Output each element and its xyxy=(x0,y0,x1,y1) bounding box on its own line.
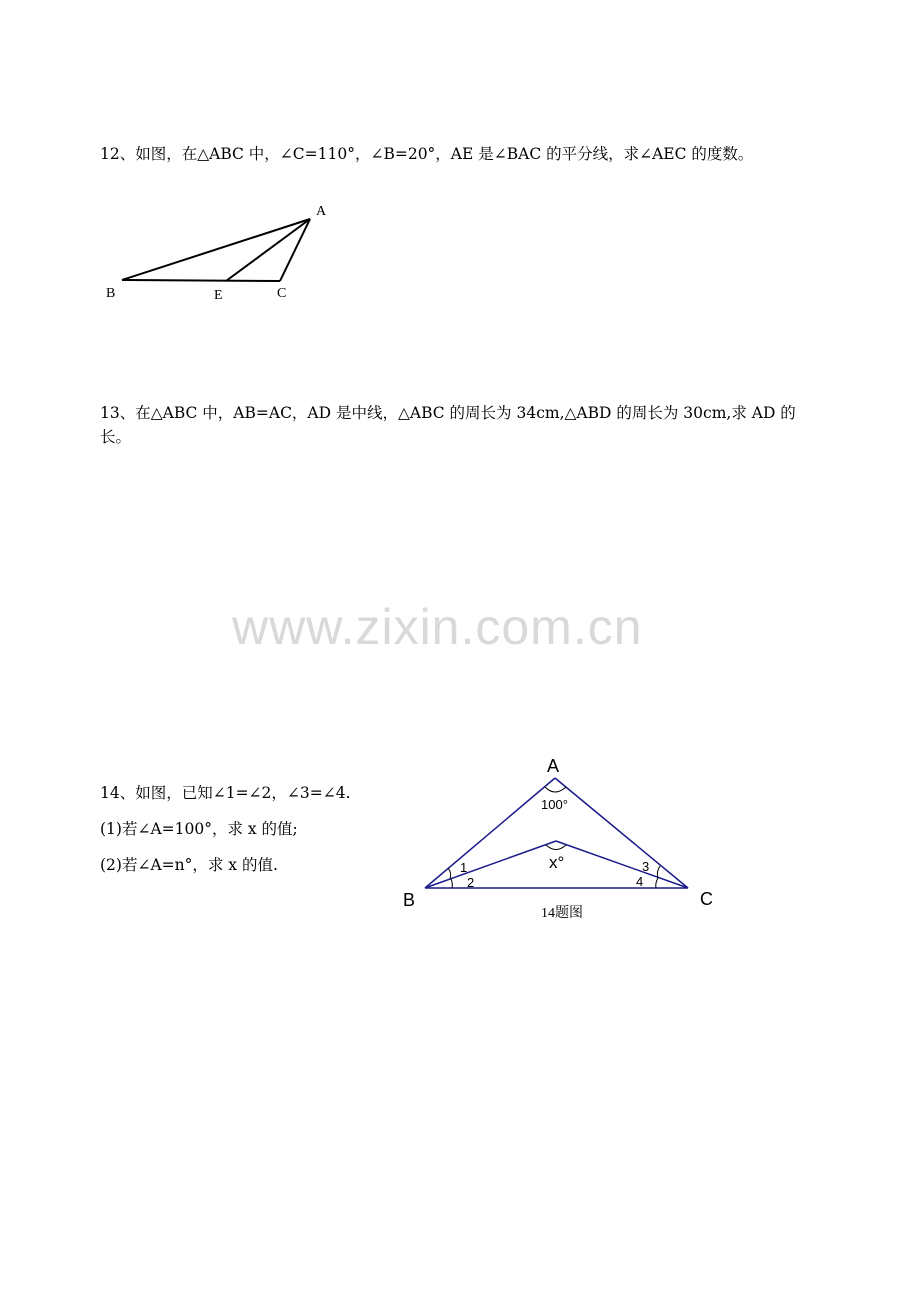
question-13-text: 13、在△ABC 中，AB=AC，AD 是中线，△ABC 的周长为 34cm,△ABD 的周长为 30cm,求 AD 的长。 xyxy=(100,404,796,446)
angle-4-label: 4 xyxy=(636,874,644,889)
question-12-text: 12、如图，在△ABC 中，∠C=110°，∠B=20°，AE 是∠BAC 的平分线，求∠AEC 的度数。 xyxy=(100,145,754,163)
angle-2-label: 2 xyxy=(467,875,475,890)
arc-angle-1 xyxy=(448,868,451,879)
arc-angle-4 xyxy=(656,878,658,888)
angle-x-value: x° xyxy=(549,853,565,872)
label-a: A xyxy=(316,204,327,219)
watermark: www.zixin.com.cn xyxy=(232,599,643,655)
arc-angle-3 xyxy=(657,866,660,878)
angle-1-label: 1 xyxy=(460,860,468,875)
segment-bo xyxy=(425,841,556,888)
angle-a-value: 100° xyxy=(541,797,568,812)
arc-angle-2 xyxy=(451,879,452,888)
arc-angle-a xyxy=(545,787,566,792)
question-14-line1: 14、如图，已知∠1=∠2，∠3=∠4. xyxy=(100,784,351,802)
label-a: A xyxy=(547,756,560,776)
segment-ab xyxy=(425,778,555,888)
label-b: B xyxy=(106,286,116,301)
question-14-line2: (1)若∠A=100°，求 x 的值; xyxy=(100,820,298,838)
label-c: C xyxy=(700,889,713,909)
question-14-line3: (2)若∠A=n°，求 x 的值. xyxy=(100,856,278,874)
label-b: B xyxy=(403,890,416,910)
label-c: C xyxy=(277,286,287,301)
segment-ac xyxy=(555,778,688,888)
angle-3-label: 3 xyxy=(642,859,650,874)
arc-angle-x xyxy=(546,845,566,850)
figure-caption: 14题图 xyxy=(541,906,583,921)
segment-oc xyxy=(556,841,688,888)
label-e: E xyxy=(214,288,223,303)
